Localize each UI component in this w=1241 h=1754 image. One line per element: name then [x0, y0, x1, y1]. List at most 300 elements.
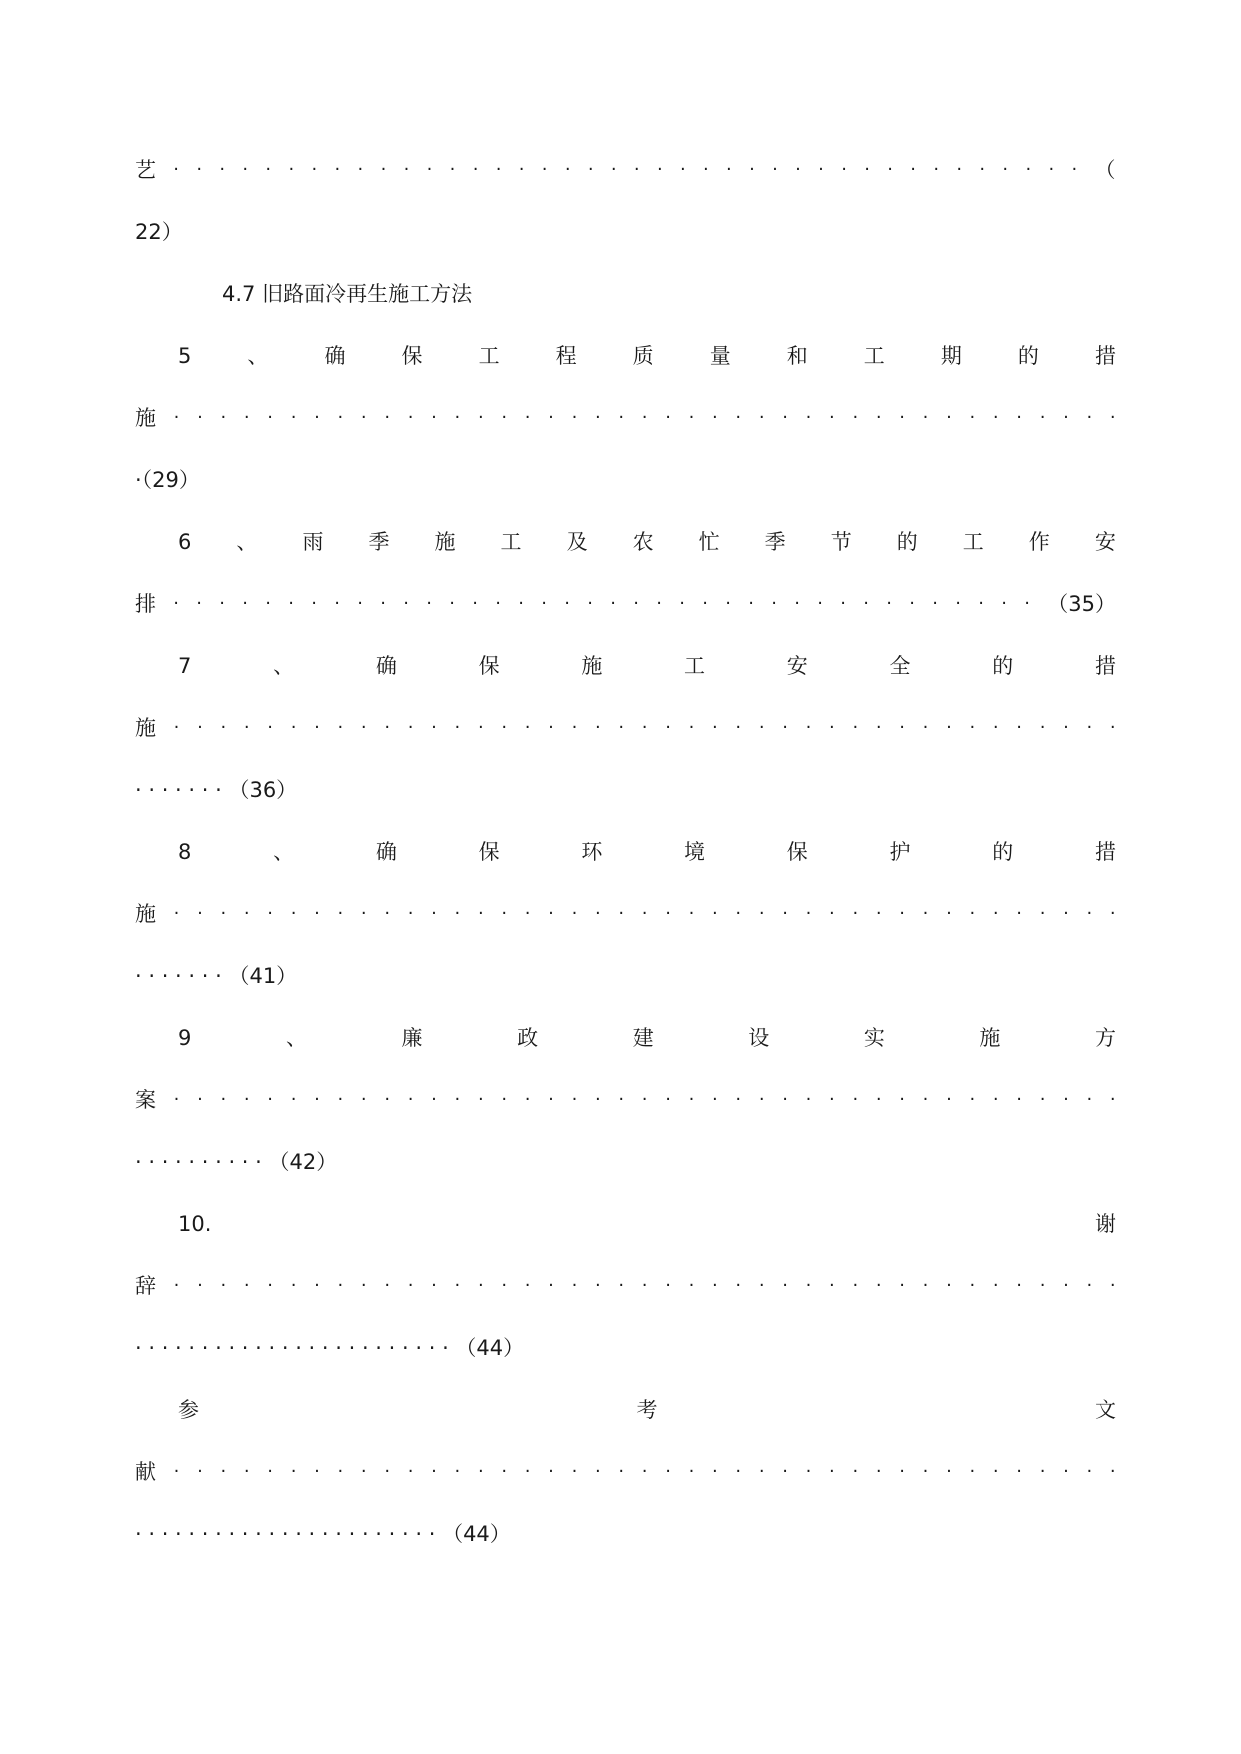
toc-char: 、 — [247, 344, 269, 368]
toc-char: · — [795, 159, 801, 180]
toc-char: · — [969, 1089, 976, 1110]
toc-char: · — [243, 1461, 250, 1482]
toc-row-2: 22） — [135, 220, 183, 244]
toc-char: · — [477, 717, 484, 738]
toc-char: 环 — [581, 840, 603, 864]
toc-char: · — [1039, 407, 1046, 428]
toc-char: · — [852, 407, 859, 428]
toc-char: 忙 — [698, 530, 720, 554]
toc-char: · — [688, 407, 695, 428]
toc-char: · — [242, 159, 249, 180]
toc-char: 雨 — [302, 530, 324, 554]
toc-char: · — [688, 1089, 695, 1110]
toc-char: · — [431, 407, 437, 428]
toc-char: · — [587, 593, 593, 614]
toc-char: · — [1086, 1461, 1093, 1482]
toc-char: · — [610, 593, 616, 614]
toc-char: · — [735, 1089, 742, 1110]
toc-char: · — [220, 1275, 227, 1296]
toc-char: 6 — [178, 530, 192, 554]
toc-char: （ — [1094, 158, 1116, 182]
toc-char: · — [384, 1089, 391, 1110]
toc-char: · — [290, 407, 297, 428]
toc-char: · — [360, 903, 367, 924]
toc-char: 、 — [273, 840, 295, 864]
toc-char: · — [758, 903, 765, 924]
toc-char: · — [431, 903, 437, 924]
toc-char: 、 — [273, 654, 295, 678]
toc-char: · — [196, 159, 203, 180]
toc-char: · — [501, 407, 508, 428]
toc-char: · — [1063, 903, 1069, 924]
toc-char: · — [852, 903, 859, 924]
toc-char: · — [454, 1275, 461, 1296]
toc-char: · — [548, 407, 554, 428]
toc-char: 农 — [632, 530, 654, 554]
toc-char: · — [288, 159, 295, 180]
toc-char: · — [886, 593, 892, 614]
toc-char: · — [220, 903, 227, 924]
toc-char: · — [641, 903, 648, 924]
toc-char: · — [314, 1461, 320, 1482]
toc-char: · — [524, 717, 531, 738]
toc-char: 辞 — [135, 1274, 156, 1298]
toc-char: · — [899, 407, 905, 428]
toc-char: · — [173, 903, 180, 924]
toc-char: 、 — [236, 530, 258, 554]
toc-char: · — [955, 593, 961, 614]
toc-char: 护 — [889, 840, 911, 864]
toc-char: 措 — [1094, 344, 1116, 368]
toc-char: 献 — [135, 1460, 156, 1484]
toc-char: · — [1025, 159, 1032, 180]
toc-char: · — [758, 407, 765, 428]
toc-char: · — [758, 717, 765, 738]
toc-char: · — [220, 1089, 227, 1110]
toc-char: · — [852, 1461, 859, 1482]
toc-char: · — [431, 717, 437, 738]
toc-char: 程 — [555, 344, 577, 368]
toc-char: · — [748, 593, 754, 614]
toc-char: · — [726, 159, 732, 180]
toc-char: · — [829, 717, 835, 738]
toc-char: · — [1071, 159, 1078, 180]
toc-char: · — [946, 1461, 952, 1482]
toc-char: · — [1024, 593, 1030, 614]
toc-char: · — [518, 593, 524, 614]
toc-char: · — [334, 593, 340, 614]
toc-char: 设 — [748, 1026, 770, 1050]
toc-char: · — [618, 407, 625, 428]
toc-char: · — [454, 1089, 461, 1110]
toc-char: · — [173, 407, 180, 428]
toc-char: · — [541, 593, 547, 614]
toc-char: · — [501, 903, 508, 924]
toc-char: · — [1086, 717, 1093, 738]
toc-char: · — [1063, 1275, 1069, 1296]
toc-char: 考 — [636, 1398, 658, 1422]
toc-char: · — [992, 407, 999, 428]
toc-char: · — [969, 407, 976, 428]
toc-char: · — [909, 593, 915, 614]
toc-char: · — [454, 1461, 461, 1482]
toc-char: · — [1039, 1089, 1046, 1110]
toc-char: · — [618, 1089, 625, 1110]
toc-char: 确 — [324, 344, 346, 368]
toc-char: · — [688, 1275, 695, 1296]
toc-char: · — [665, 717, 671, 738]
toc-char: · — [197, 1089, 203, 1110]
toc-char: · — [454, 903, 461, 924]
toc-char: · — [725, 593, 731, 614]
toc-char: · — [501, 717, 508, 738]
toc-char: · — [618, 903, 625, 924]
toc-char: · — [541, 159, 548, 180]
toc-char: · — [594, 717, 601, 738]
toc-char: · — [735, 717, 742, 738]
toc-char: 9 — [178, 1026, 192, 1050]
toc-row-12 — [178, 832, 1116, 872]
toc-char: · — [407, 1089, 414, 1110]
toc-char: · — [384, 407, 391, 428]
toc-char: · — [969, 1275, 976, 1296]
toc-char: · — [564, 593, 570, 614]
toc-char: · — [735, 1275, 742, 1296]
toc-char: · — [735, 903, 742, 924]
toc-char: · — [288, 593, 294, 614]
toc-char: · — [922, 407, 929, 428]
toc-char: · — [1039, 1275, 1046, 1296]
toc-char: 保 — [401, 344, 423, 368]
toc-char: · — [360, 1275, 367, 1296]
toc-char: · — [220, 1461, 227, 1482]
toc-row-10 — [135, 708, 1116, 748]
toc-char: · — [384, 717, 391, 738]
toc-char: · — [665, 903, 671, 924]
toc-char: 方 — [1095, 1026, 1116, 1050]
toc-char: · — [495, 159, 502, 180]
toc-char: · — [1016, 717, 1023, 738]
toc-char: 期 — [940, 344, 962, 368]
toc-char: · — [1086, 407, 1093, 428]
toc-char: · — [817, 593, 823, 614]
toc-char: · — [407, 407, 414, 428]
toc-row-15 — [178, 1018, 1116, 1058]
toc-char: 质 — [632, 344, 654, 368]
toc-char: · — [712, 407, 718, 428]
toc-char: · — [688, 903, 695, 924]
toc-char: · — [618, 1275, 625, 1296]
toc-char: · — [1016, 903, 1023, 924]
toc-char: · — [267, 1089, 274, 1110]
toc-char: · — [665, 1461, 671, 1482]
toc-char: · — [524, 1275, 531, 1296]
toc-char: 、 — [285, 1026, 307, 1050]
toc-row-21 — [178, 1390, 1116, 1430]
toc-char: · — [1063, 1461, 1069, 1482]
toc-char: · — [946, 903, 952, 924]
toc-char: 施 — [135, 406, 156, 430]
toc-char: · — [1109, 903, 1116, 924]
toc-char: · — [431, 1275, 437, 1296]
toc-char: · — [403, 159, 410, 180]
toc-char: · — [454, 407, 461, 428]
toc-char: · — [864, 159, 870, 180]
toc-char: · — [524, 903, 531, 924]
toc-row-5 — [135, 398, 1116, 438]
toc-char: · — [979, 159, 986, 180]
toc-row-4 — [178, 336, 1116, 376]
toc-char: 廉 — [401, 1026, 423, 1050]
toc-char: · — [922, 1275, 929, 1296]
toc-char: · — [679, 593, 685, 614]
toc-char: · — [887, 159, 893, 180]
toc-char: · — [173, 1089, 180, 1110]
toc-char: · — [829, 1461, 835, 1482]
toc-char: · — [314, 1089, 320, 1110]
toc-char: · — [426, 159, 433, 180]
toc-char: · — [431, 1089, 437, 1110]
toc-char: · — [782, 1275, 788, 1296]
toc-char: （35） — [1047, 592, 1116, 616]
toc-char: · — [899, 717, 905, 738]
toc-char: · — [548, 717, 554, 738]
toc-char: · — [829, 1275, 835, 1296]
toc-row-3-heading: 4.7 旧路面冷再生施工方法 — [222, 282, 473, 306]
toc-char: · — [656, 593, 662, 614]
toc-char: · — [875, 1089, 882, 1110]
toc-char: · — [899, 903, 905, 924]
toc-char: · — [220, 407, 227, 428]
toc-row-19 — [135, 1266, 1116, 1306]
toc-char: · — [243, 407, 250, 428]
toc-row-22 — [135, 1452, 1116, 1492]
toc-char: · — [594, 407, 601, 428]
toc-char: 和 — [786, 344, 808, 368]
toc-char: 施 — [135, 902, 156, 926]
toc-char: · — [840, 593, 846, 614]
toc-row-23: · · · · · · · · · · · · · · · · · · · · · · · （44） — [135, 1522, 511, 1546]
toc-char: · — [243, 717, 250, 738]
toc-char: 7 — [178, 654, 192, 678]
toc-char: 工 — [478, 344, 500, 368]
toc-char: · — [610, 159, 617, 180]
toc-char: 境 — [684, 840, 706, 864]
toc-char: · — [524, 407, 531, 428]
toc-char: · — [449, 593, 455, 614]
toc-char: · — [360, 717, 367, 738]
toc-char: · — [407, 1275, 414, 1296]
toc-char: · — [863, 593, 869, 614]
toc-char: 工 — [863, 344, 885, 368]
toc-char: · — [618, 1461, 625, 1482]
toc-char: · — [477, 1461, 484, 1482]
toc-char: · — [771, 593, 777, 614]
toc-char: · — [805, 407, 812, 428]
toc-char: 季 — [764, 530, 786, 554]
toc-char: · — [899, 1461, 905, 1482]
toc-char: · — [922, 903, 929, 924]
toc-row-1 — [135, 150, 1116, 190]
toc-char: · — [712, 903, 718, 924]
toc-char: · — [384, 1461, 391, 1482]
toc-char: · — [197, 717, 203, 738]
toc-char: · — [922, 1461, 929, 1482]
toc-row-11: · · · · · · · （36） — [135, 778, 298, 802]
toc-char: · — [782, 1461, 788, 1482]
toc-char: 安 — [1094, 530, 1116, 554]
toc-char: · — [197, 903, 203, 924]
toc-char: · — [518, 159, 525, 180]
toc-char: 季 — [368, 530, 390, 554]
toc-char: · — [501, 1461, 508, 1482]
toc-char: 施 — [434, 530, 456, 554]
toc-char: 量 — [709, 344, 731, 368]
toc-char: · — [910, 159, 917, 180]
toc-char: · — [772, 159, 778, 180]
toc-char: · — [1063, 717, 1069, 738]
toc-char: 及 — [566, 530, 588, 554]
toc-char: · — [1016, 407, 1023, 428]
toc-char: · — [357, 593, 363, 614]
toc-char: · — [407, 1461, 414, 1482]
toc-char: · — [665, 407, 671, 428]
toc-char: · — [946, 717, 952, 738]
toc-char: · — [641, 1089, 648, 1110]
toc-char: · — [267, 1275, 274, 1296]
toc-char: · — [571, 1461, 578, 1482]
toc-char: · — [360, 1089, 367, 1110]
toc-char: · — [173, 1461, 180, 1482]
toc-char: · — [314, 1275, 320, 1296]
toc-char: · — [571, 1089, 578, 1110]
toc-char: · — [712, 1275, 718, 1296]
toc-char: · — [829, 903, 835, 924]
toc-char: · — [524, 1461, 531, 1482]
toc-char: · — [1086, 1089, 1093, 1110]
toc-char: · — [665, 1089, 671, 1110]
toc-char: · — [1016, 1461, 1023, 1482]
toc-char: 工 — [500, 530, 522, 554]
toc-char: 作 — [1028, 530, 1050, 554]
toc-char: · — [290, 717, 297, 738]
toc-char: · — [594, 1461, 601, 1482]
toc-char: · — [758, 1089, 765, 1110]
toc-row-6: ·（29） — [135, 468, 200, 492]
toc-char: · — [265, 159, 272, 180]
toc-char: · — [875, 903, 882, 924]
toc-char: · — [922, 1089, 929, 1110]
toc-char: · — [380, 593, 386, 614]
toc-char: · — [197, 407, 203, 428]
toc-char: · — [360, 1461, 367, 1482]
toc-char: · — [875, 1275, 882, 1296]
toc-char: · — [472, 159, 479, 180]
toc-char: · — [946, 407, 952, 428]
toc-char: 参 — [178, 1398, 199, 1422]
toc-char: · — [818, 159, 824, 180]
toc-char: · — [311, 593, 317, 614]
toc-char: · — [173, 717, 180, 738]
toc-row-20: · · · · · · · · · · · · · · · · · · · · · · · · （44） — [135, 1336, 525, 1360]
toc-char: · — [334, 159, 341, 180]
toc-char: · — [477, 407, 484, 428]
toc-char: · — [314, 717, 320, 738]
toc-char: 排 — [135, 592, 156, 616]
toc-row-18 — [178, 1204, 1116, 1244]
toc-char: 保 — [786, 840, 808, 864]
toc-char: · — [337, 1089, 344, 1110]
toc-char: 措 — [1094, 654, 1116, 678]
toc-char: · — [594, 903, 601, 924]
toc-char: · — [829, 1089, 835, 1110]
toc-char: 施 — [979, 1026, 1001, 1050]
toc-char: · — [969, 903, 976, 924]
toc-char: · — [267, 903, 274, 924]
toc-char: · — [829, 407, 835, 428]
toc-char: 5 — [178, 344, 192, 368]
toc-char: · — [992, 1461, 999, 1482]
toc-char: · — [641, 1275, 648, 1296]
toc-char: 政 — [517, 1026, 539, 1050]
toc-char: · — [501, 1089, 508, 1110]
toc-char: · — [407, 903, 414, 924]
toc-char: · — [688, 1461, 695, 1482]
toc-char: · — [899, 1089, 905, 1110]
toc-char: · — [969, 1461, 976, 1482]
toc-char: · — [337, 717, 344, 738]
toc-char: 保 — [478, 654, 500, 678]
toc-row-7 — [178, 522, 1116, 562]
toc-char: · — [219, 159, 226, 180]
toc-char: 保 — [478, 840, 500, 864]
toc-char: · — [735, 1461, 742, 1482]
toc-char: · — [992, 903, 999, 924]
toc-char: 全 — [889, 654, 911, 678]
toc-char: · — [1048, 159, 1055, 180]
toc-char: · — [477, 903, 484, 924]
toc-char: 确 — [375, 654, 397, 678]
toc-char: · — [311, 159, 318, 180]
toc-char: · — [524, 1089, 531, 1110]
toc-char: · — [407, 717, 414, 738]
toc-char: · — [173, 1275, 180, 1296]
toc-char: · — [656, 159, 663, 180]
toc-char: · — [782, 407, 788, 428]
toc-char: · — [782, 717, 788, 738]
toc-char: 10. — [178, 1212, 212, 1236]
toc-char: 施 — [135, 716, 156, 740]
toc-char: · — [1016, 1089, 1023, 1110]
toc-char: · — [314, 407, 320, 428]
toc-char: · — [841, 159, 847, 180]
toc-char: · — [641, 407, 648, 428]
toc-char: · — [243, 1089, 250, 1110]
toc-char: · — [1002, 159, 1009, 180]
toc-char: 措 — [1094, 840, 1116, 864]
toc-char: 施 — [581, 654, 603, 678]
toc-char: · — [805, 1275, 812, 1296]
toc-char: · — [267, 1461, 274, 1482]
toc-char: · — [431, 1461, 437, 1482]
toc-char: · — [1039, 717, 1046, 738]
toc-row-9 — [178, 646, 1116, 686]
toc-char: · — [641, 717, 648, 738]
toc-char: · — [712, 717, 718, 738]
toc-char: · — [932, 593, 938, 614]
toc-char: · — [267, 407, 274, 428]
toc-char: · — [472, 593, 478, 614]
